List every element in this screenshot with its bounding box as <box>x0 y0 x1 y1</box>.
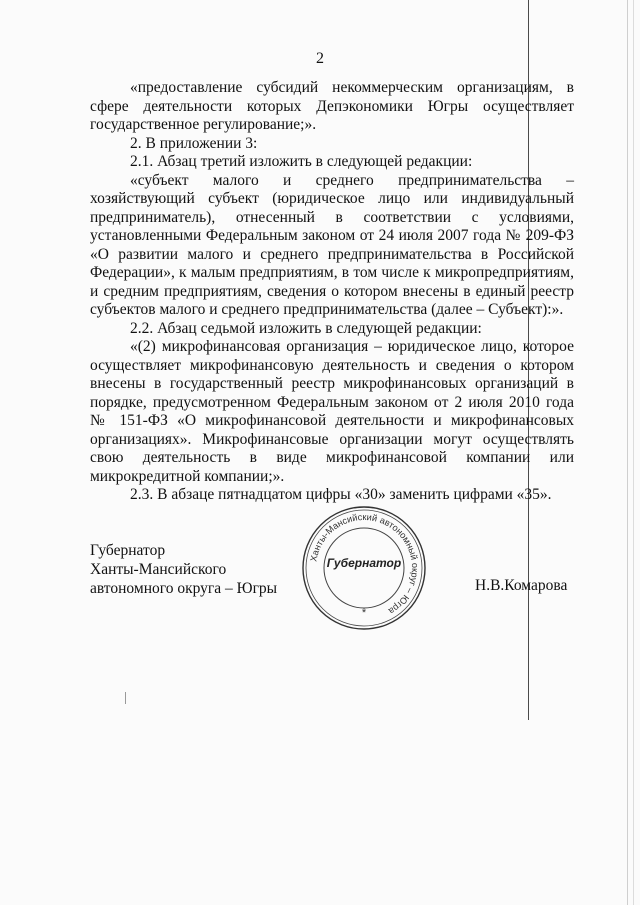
signatory-title-line: Ханты-Мансийского <box>90 561 227 578</box>
stamp-star-icon: * <box>361 607 367 619</box>
scan-edge-line <box>633 0 634 905</box>
signatory-title <box>90 541 277 598</box>
paragraph: 2.3. В абзаце пятнадцатом цифры «30» заменить цифрами «35». <box>130 486 552 503</box>
signatory-title-line: автономного округа – Югры <box>90 580 278 597</box>
paragraph: «(2) микрофинансовая организация – юридическое лицо, которое осуществляет микрофинансовую деятельность и сведения о котором внесены в государственный реестр микрофинансовых организаций в порядке, предусмотренном Федеральным законом от 2 июля 2010 года № 151-ФЗ «О микрофинансовой деятельности и микрофинансовых организациях». Микрофинансовые организации могут осуществлять свою деятельность в виде микрофинансовой компании или микрокредитной компании;». <box>90 338 574 485</box>
scan-speck <box>125 692 126 704</box>
document-body <box>90 79 574 505</box>
signatory-title-line: Губернатор <box>90 542 166 559</box>
paragraph: 2.2. Абзац седьмой изложить в следующей редакции: <box>130 319 482 337</box>
scan-edge-line <box>627 0 628 905</box>
official-stamp <box>300 504 428 632</box>
paragraph: 2. В приложении 3: <box>130 134 258 152</box>
page-number: 2 <box>316 50 324 67</box>
stamp-center-text: Губернатор <box>326 556 402 570</box>
paragraph: «предоставление субсидий некоммерческим организациям, в сфере деятельности которых Депэкономики Югры осуществляет государственное регулирование;». <box>90 79 574 133</box>
signatory-name: Н.В.Комарова <box>475 577 568 594</box>
paragraph: 2.1. Абзац третий изложить в следующей редакции: <box>130 153 473 170</box>
stamp-ring-text: Ханты-Мансийский автономный округ – Югра <box>308 511 421 617</box>
paragraph: «субъект малого и среднего предпринимательства – хозяйствующий субъект (юридическое лицо или индивидуальный предприниматель), отнесенный в соответствии с условиями, установленными Федеральным законом от 24 июля 2007 года № 209-ФЗ «О развитии малого и среднего предпринимательства в Российской Федерации», к малым предприятиям, в том числе к микропредприятиям, и средним предприятиям, сведения о котором внесены в единый реестр субъектов малого и среднего предпринимательства (далее – Субъект):». <box>90 171 574 318</box>
